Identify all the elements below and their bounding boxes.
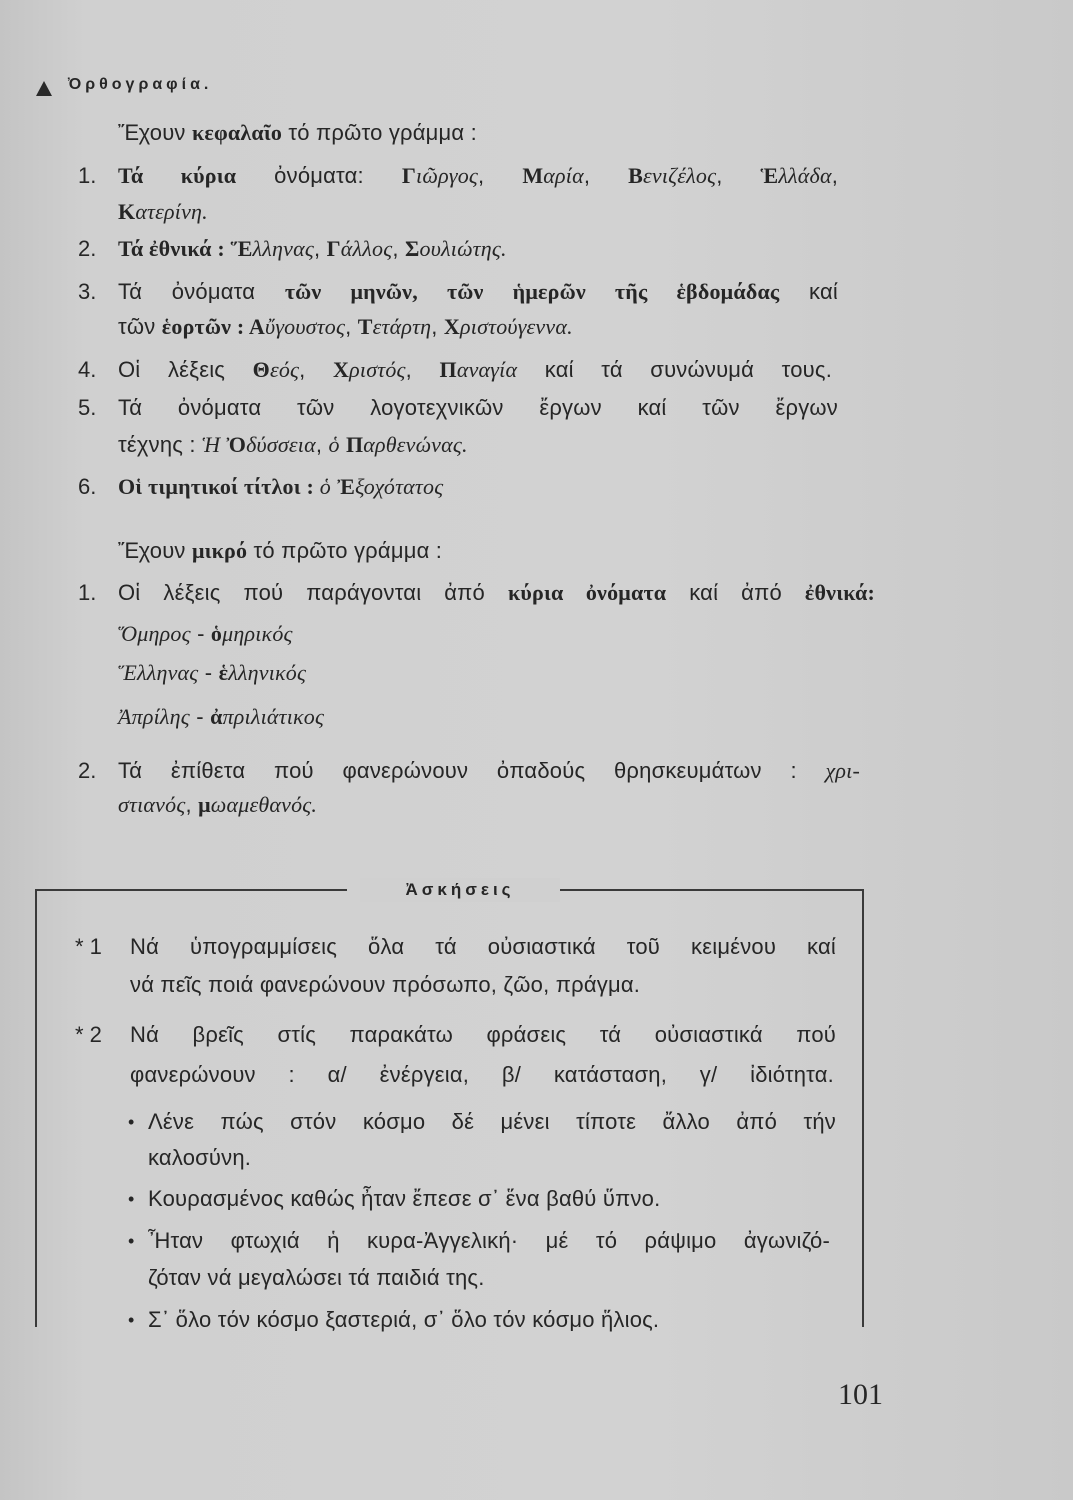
- text-segment: καλοσύνη.: [148, 1145, 252, 1170]
- text-line: [118, 430, 468, 460]
- text-line: [118, 619, 293, 649]
- text-segment: στιανός: [118, 792, 186, 817]
- text-segment: Π: [345, 432, 364, 457]
- text-segment: Οἱ λέξεις: [118, 357, 253, 382]
- exercises-box-top-left-rule: [35, 889, 347, 891]
- text-segment: Χ: [333, 357, 350, 382]
- item-number: 2.: [78, 236, 97, 261]
- text-segment: Νά ὑπογραμμίσεις ὅλα τά οὐσιαστικά τοῦ κειμένου καί: [130, 934, 836, 959]
- text-segment: ενιζέλος: [643, 163, 717, 188]
- text-segment: ὁ: [328, 432, 340, 457]
- text-segment: ἑ: [218, 660, 229, 685]
- text-segment: ετάρτη: [372, 314, 432, 339]
- text-segment: νά πεῖς ποιά φανερώνουν πρόσωπο, ζῶο, πράγμα.: [130, 972, 641, 997]
- text-segment: Ἡ: [202, 432, 221, 457]
- text-line: [118, 578, 875, 608]
- text-segment: Ἐ: [337, 474, 356, 499]
- text-segment: ,: [299, 357, 334, 382]
- text-segment: ριστούγεννα.: [460, 314, 573, 339]
- text-segment: ,: [313, 236, 327, 261]
- text-line: [118, 472, 443, 502]
- text-line: [118, 161, 838, 191]
- text-segment: ουλιώτης.: [419, 236, 507, 261]
- text-segment: Β: [628, 163, 644, 188]
- text-segment: φανερώνουν : α/ ἐνέργεια, β/ κατάσταση, γ/ ἰδιότητα.: [130, 1062, 834, 1087]
- text-segment: Ἔχουν: [118, 538, 192, 563]
- text-segment: Τά ὀνόματα τῶν λογοτεχνικῶν ἔργων καί τῶν ἔργων: [118, 395, 838, 420]
- text-segment: Λένε πώς στόν κόσμο δέ μένει τίποτε ἄλλο ἀπό τήν: [148, 1109, 836, 1134]
- bullet-marker: •: [128, 1231, 135, 1251]
- text-segment: ,: [392, 236, 405, 261]
- text-segment: άλλος: [340, 236, 393, 261]
- text-segment: τό πρῶτο γράμμα :: [247, 538, 443, 563]
- text-segment: μηρικός: [222, 621, 293, 646]
- item-number: 1.: [78, 580, 97, 605]
- text-segment: Ἕ: [230, 236, 253, 261]
- text-line: [118, 234, 507, 264]
- text-segment: ὁ: [210, 621, 223, 646]
- text-line: [118, 118, 477, 148]
- text-segment: αρθενώνας.: [363, 432, 468, 457]
- text-segment: Τά ἐπίθετα πού φανερώνουν ὀπαδούς θρησκευμάτων :: [118, 758, 826, 783]
- bullet-marker: •: [128, 1112, 135, 1132]
- text-line: [118, 536, 442, 566]
- text-segment: ὀνόματα:: [236, 163, 402, 188]
- item-number: 2.: [78, 758, 97, 783]
- text-segment: μ: [198, 792, 211, 817]
- text-segment: ιῶργος: [416, 163, 479, 188]
- text-segment: ,: [185, 792, 199, 817]
- text-segment: -: [189, 704, 211, 729]
- text-line: [130, 1060, 834, 1090]
- section-title: Ὀρθογραφία.: [68, 76, 213, 93]
- text-line: [148, 1184, 660, 1214]
- text-line: [148, 1226, 830, 1256]
- text-segment: τό πρῶτο γράμμα :: [282, 120, 477, 145]
- text-segment: Π: [439, 357, 457, 382]
- text-segment: ,: [315, 432, 329, 457]
- text-segment: δύσσεια: [246, 432, 316, 457]
- text-line: [118, 702, 324, 732]
- text-segment: ωαμεθανός.: [210, 792, 318, 817]
- item-number: 3.: [78, 279, 97, 304]
- text-segment: ,: [716, 163, 761, 188]
- text-segment: ,: [831, 163, 838, 188]
- text-segment: Νά βρεῖς στίς παρακάτω φράσεις τά οὐσιαστικά πού: [130, 1022, 836, 1047]
- text-segment: ,: [478, 163, 523, 188]
- text-line: [118, 393, 838, 423]
- text-segment: μικρό: [191, 538, 248, 563]
- exercises-box-left-rule: [35, 889, 37, 1327]
- text-segment: Τά ἐθνικά :: [118, 236, 231, 261]
- text-segment: κεφαλαῖο: [191, 120, 283, 145]
- item-number: * 1: [75, 934, 102, 959]
- text-segment: Σ: [404, 236, 420, 261]
- text-segment: Τ: [357, 314, 373, 339]
- text-segment: τέχνης :: [118, 432, 203, 457]
- text-segment: ὔγουστος: [265, 314, 346, 339]
- text-line: [118, 355, 832, 385]
- text-segment: Κ: [118, 199, 136, 224]
- exercises-title: Ἀσκήσεις: [360, 878, 560, 902]
- text-segment: Ἦταν φτωχιά ἡ κυρα-Ἀγγελική· μέ τό ράψιμο ἀγωνιζό-: [148, 1228, 830, 1253]
- text-line: [130, 1020, 836, 1050]
- triangle-bullet-icon: [36, 81, 52, 96]
- text-line: [118, 658, 306, 688]
- text-line: [118, 197, 208, 227]
- text-segment: Ἔχουν: [118, 120, 192, 145]
- text-line: [148, 1263, 485, 1293]
- text-segment: Τά ὀνόματα: [118, 279, 285, 304]
- item-number: 5.: [78, 395, 97, 420]
- text-segment: Τά κύρια: [118, 163, 237, 188]
- text-segment: ,: [345, 314, 358, 339]
- text-segment: ξοχότατος: [355, 474, 444, 499]
- text-segment: ζόταν νά μεγαλώσει τά παιδιά της.: [148, 1265, 485, 1290]
- text-segment: Θ: [252, 357, 270, 382]
- text-segment: καί: [779, 279, 838, 304]
- item-number: * 2: [75, 1022, 102, 1047]
- text-segment: Κουρασμένος καθώς ἦταν ἔπεσε σ᾽ ἕνα βαθύ ὕπνο.: [148, 1186, 661, 1211]
- text-line: [130, 932, 836, 962]
- text-segment: Μ: [522, 163, 544, 188]
- text-segment: Ὀ: [226, 432, 247, 457]
- text-segment: καί ἀπό: [666, 580, 805, 605]
- bullet-marker: •: [128, 1189, 135, 1209]
- text-line: [118, 312, 573, 342]
- text-segment: τῶν: [118, 314, 162, 339]
- item-number: 1.: [78, 163, 97, 188]
- text-segment: Γ: [401, 163, 417, 188]
- text-segment: Οἱ τιμητικοί τίτλοι :: [118, 474, 320, 499]
- exercises-box-top-right-rule: [560, 889, 864, 891]
- page-number: 101: [838, 1378, 883, 1411]
- text-segment: Ἀπρίλης: [118, 704, 190, 729]
- text-segment: αρία: [543, 163, 584, 188]
- text-segment: Ἑ: [760, 163, 779, 188]
- text-line: [148, 1107, 836, 1137]
- text-segment: -: [198, 660, 219, 685]
- text-segment: Χ: [443, 314, 460, 339]
- text-line: [118, 756, 860, 786]
- text-segment: Γ: [326, 236, 341, 261]
- exercises-box-right-rule: [862, 889, 864, 1327]
- text-segment: ὁ: [319, 474, 331, 499]
- text-segment: Οἱ λέξεις πού παράγονται ἀπό: [118, 580, 508, 605]
- text-segment: χρι-: [825, 758, 860, 783]
- text-segment: ,: [405, 357, 440, 382]
- text-segment: κύρια ὀνόματα: [507, 580, 667, 605]
- text-segment: πριλιάτικος: [222, 704, 325, 729]
- text-segment: Σ᾽ ὅλο τόν κόσμο ξαστεριά, σ᾽ ὅλο τόν κόσμο ἥλιος.: [148, 1307, 660, 1332]
- text-line: [148, 1143, 251, 1173]
- text-segment: ριστός: [349, 357, 406, 382]
- text-segment: λλάδα: [778, 163, 832, 188]
- text-segment: λληνικός: [228, 660, 307, 685]
- text-segment: ἐθνικά:: [804, 580, 875, 605]
- text-segment: Ἕλληνας: [118, 660, 199, 685]
- text-line: [148, 1305, 659, 1335]
- text-segment: εός: [269, 357, 300, 382]
- text-line: [118, 790, 317, 820]
- text-segment: ἑορτῶν :: [161, 314, 249, 339]
- text-segment: καί τά συνώνυμά τους.: [517, 357, 832, 382]
- text-segment: τῶν μηνῶν, τῶν ἡμερῶν τῆς ἑβδομάδας: [284, 279, 780, 304]
- text-segment: ἀ: [210, 704, 223, 729]
- item-number: 6.: [78, 474, 97, 499]
- text-line: [118, 277, 838, 307]
- bullet-marker: •: [128, 1310, 135, 1330]
- text-segment: Ὅμηρος: [118, 621, 191, 646]
- text-segment: -: [190, 621, 211, 646]
- text-segment: ατερίνη.: [135, 199, 208, 224]
- text-segment: λληνας: [252, 236, 314, 261]
- text-line: [130, 970, 640, 1000]
- text-segment: αναγία: [456, 357, 518, 382]
- text-segment: ,: [583, 163, 629, 188]
- text-segment: Α: [248, 314, 266, 339]
- item-number: 4.: [78, 357, 97, 382]
- text-segment: ,: [431, 314, 444, 339]
